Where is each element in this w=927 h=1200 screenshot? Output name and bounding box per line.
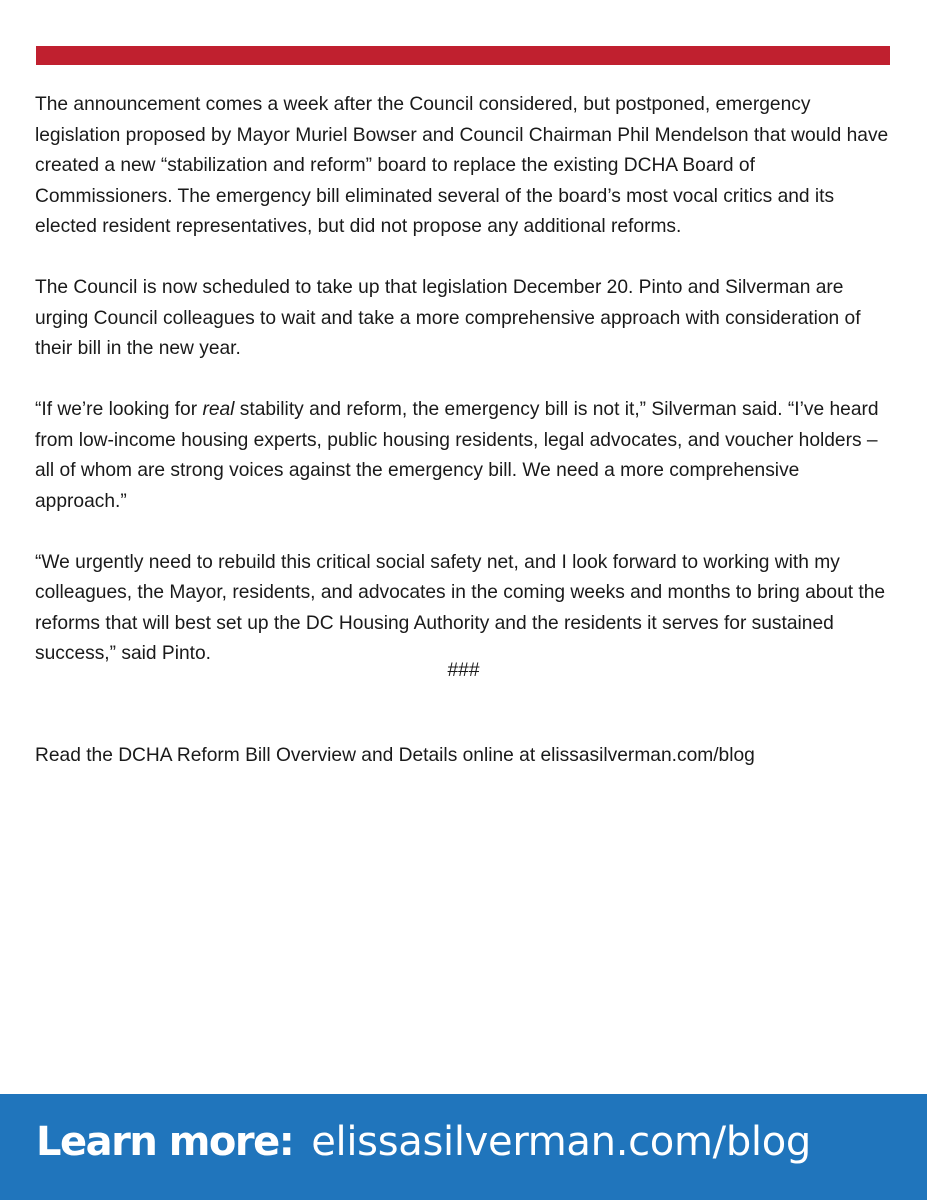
end-separator: ### <box>447 660 480 681</box>
footer-url: elissasilverman.com/blog <box>311 1119 811 1165</box>
footer-content <box>36 1112 811 1181</box>
footer-label: Learn more: <box>36 1119 294 1165</box>
top-accent-bar <box>36 46 890 65</box>
paragraph-silverman-quote <box>35 395 895 517</box>
quote-text-start: “If we’re looking for <box>35 399 203 420</box>
paragraph-announcement: The announcement comes a week after the Council considered, but postponed, emergency legislation proposed by Mayor Muriel Bowser and Council Chairman Phil Mendelson that would have created a new “stabilization and reform” board to replace the existing DCHA Board of Commissioners. The emergency bill eliminated several of the board’s most vocal critics and its elected resident representatives, but did not propose any additional reforms. <box>35 94 889 237</box>
paragraph-pinto-quote: “We urgently need to rebuild this critical social safety net, and I look forward to working with my colleagues, the Mayor, residents, and advocates in the coming weeks and months to bring about the reforms that will best set up the DC Housing Authority and the residents it serves for sustained success,” said Pinto. <box>35 551 886 664</box>
footer-banner <box>0 1094 927 1200</box>
quote-text-end: stability and reform, the emergency bill is not it,” Silverman said. “I’ve heard from low-income housing experts, public housing residents, legal advocates, and voucher holders – all of whom are strong voices against the emergency bill. We need a more comprehensive approach.” <box>35 399 879 512</box>
article-body <box>35 90 895 700</box>
paragraph-schedule: The Council is now scheduled to take up that legislation December 20. Pinto and Silverman are urging Council colleagues to wait and take a more comprehensive approach with consideration of their bill in the new year. <box>35 277 861 359</box>
quote-emphasis: real <box>202 399 235 420</box>
read-more-text: Read the DCHA Reform Bill Overview and Details online at elissasilverman.com/blog <box>35 745 755 766</box>
